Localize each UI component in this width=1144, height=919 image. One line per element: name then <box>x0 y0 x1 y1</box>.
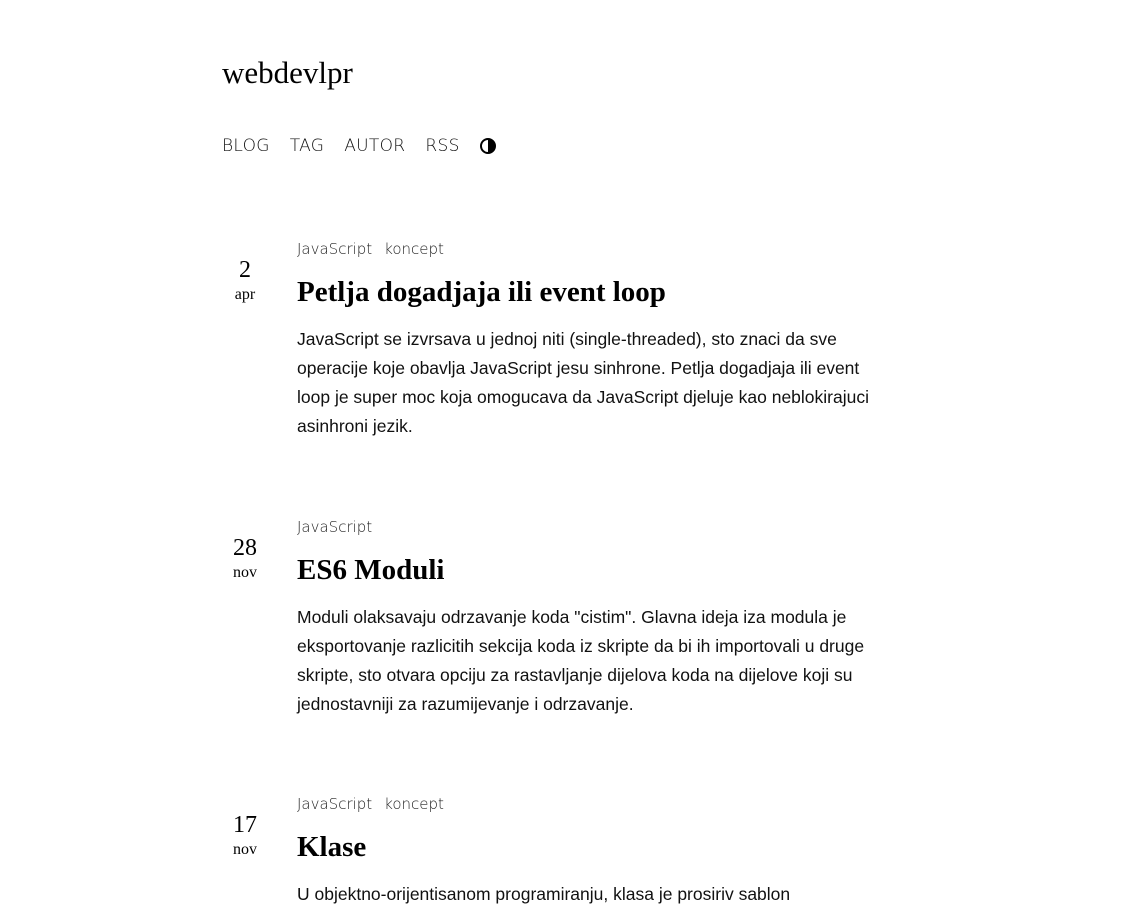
post-title-link[interactable]: ES6 Moduli <box>297 554 445 586</box>
tag-link[interactable]: JavaScript <box>297 795 373 813</box>
post-title-link[interactable]: Petlja dogadjaja ili event loop <box>297 276 666 308</box>
post-month: nov <box>233 841 257 858</box>
post-date <box>222 811 268 861</box>
post-day: 2 <box>239 257 251 283</box>
nav-blog[interactable]: BLOG <box>222 136 270 156</box>
theme-toggle-icon[interactable] <box>480 138 496 154</box>
tag-link[interactable]: koncept <box>384 240 444 258</box>
tag-link[interactable]: JavaScript <box>297 518 373 536</box>
nav-rss[interactable]: RSS <box>425 136 460 156</box>
post-tags <box>297 518 897 536</box>
post-month: nov <box>233 564 257 581</box>
tag-link[interactable]: koncept <box>384 795 444 813</box>
main-nav <box>222 136 496 156</box>
site-title-link[interactable]: webdevlpr <box>222 55 353 90</box>
tag-link[interactable]: JavaScript <box>297 240 373 258</box>
post-date <box>222 534 268 584</box>
post-title-link[interactable]: Klase <box>297 831 367 863</box>
post-month: apr <box>234 286 256 303</box>
nav-autor[interactable]: AUTOR <box>344 136 406 156</box>
post-excerpt: U objektno-orijentisanom programiranju, klasa je prosiriv sablon <box>297 884 791 904</box>
post-tags <box>297 795 897 813</box>
nav-tag[interactable]: TAG <box>289 136 325 156</box>
post-day: 28 <box>233 535 257 561</box>
post-excerpt: JavaScript se izvrsava u jednoj niti (single-threaded), sto znaci da sve operacije koje obavlja JavaScript jesu sinhrone. Petlja dogadjaja ili event loop je super moc koja omogucava da JavaScript djeluje kao neblokirajuci asinhroni jezik. <box>297 329 869 436</box>
post-excerpt: Moduli olaksavaju odrzavanje koda "cistim". Glavna ideja iza modula je eksportovanje razlicitih sekcija koda iz skripte da bi ih importovali u druge skripte, sto otvara opciju za rastavljanje dijelova koda na dijelove koji su jednostavniji za razumijevanje i odrzavanje. <box>297 607 865 714</box>
post-date <box>222 256 268 306</box>
post-day: 17 <box>233 812 257 838</box>
post-tags <box>297 240 897 258</box>
